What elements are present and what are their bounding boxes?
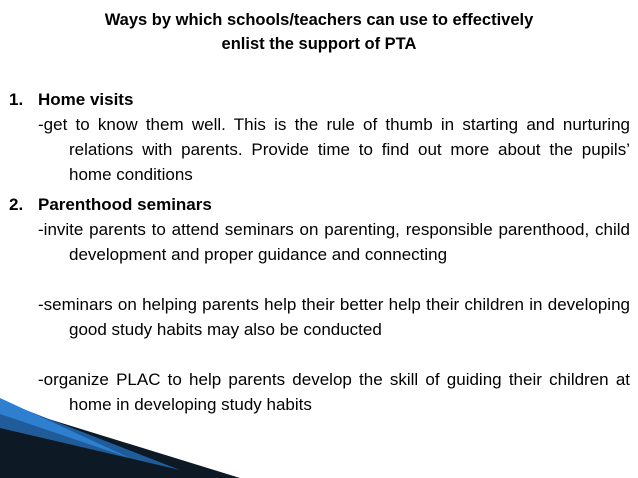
slide-body: [9, 87, 630, 417]
item-heading: [9, 87, 630, 112]
item-paragraph: -organize PLAC to help parents develop the skill of guiding their children at home in developing study habits: [38, 370, 630, 414]
list-item-home-visits: [9, 87, 630, 187]
item-paragraph: -invite parents to attend seminars on parenting, responsible parenthood, child development and proper guidance and connecting: [38, 220, 630, 264]
item-number: 1.: [9, 90, 24, 109]
corner-swoosh-decoration: [0, 398, 240, 478]
item-heading-text: Home visits: [38, 90, 134, 109]
slide-title: [20, 8, 618, 56]
item-heading-text: Parenthood seminars: [38, 195, 212, 214]
item-heading: [9, 192, 630, 217]
item-number: 2.: [9, 195, 24, 214]
title-line-2: enlist the support of PTA: [221, 35, 417, 53]
item-paragraph: -get to know them well. This is the rule of thumb in starting and nurturing relations with parents. Provide time to find out more about the pupils’ home conditions: [38, 115, 630, 184]
title-line-1: Ways by which schools/teachers can use to effectively: [104, 11, 534, 29]
item-paragraph: -seminars on helping parents help their better help their children in developing good study habits may also be conducted: [38, 295, 630, 339]
list-item-parenthood-seminars: [9, 192, 630, 417]
